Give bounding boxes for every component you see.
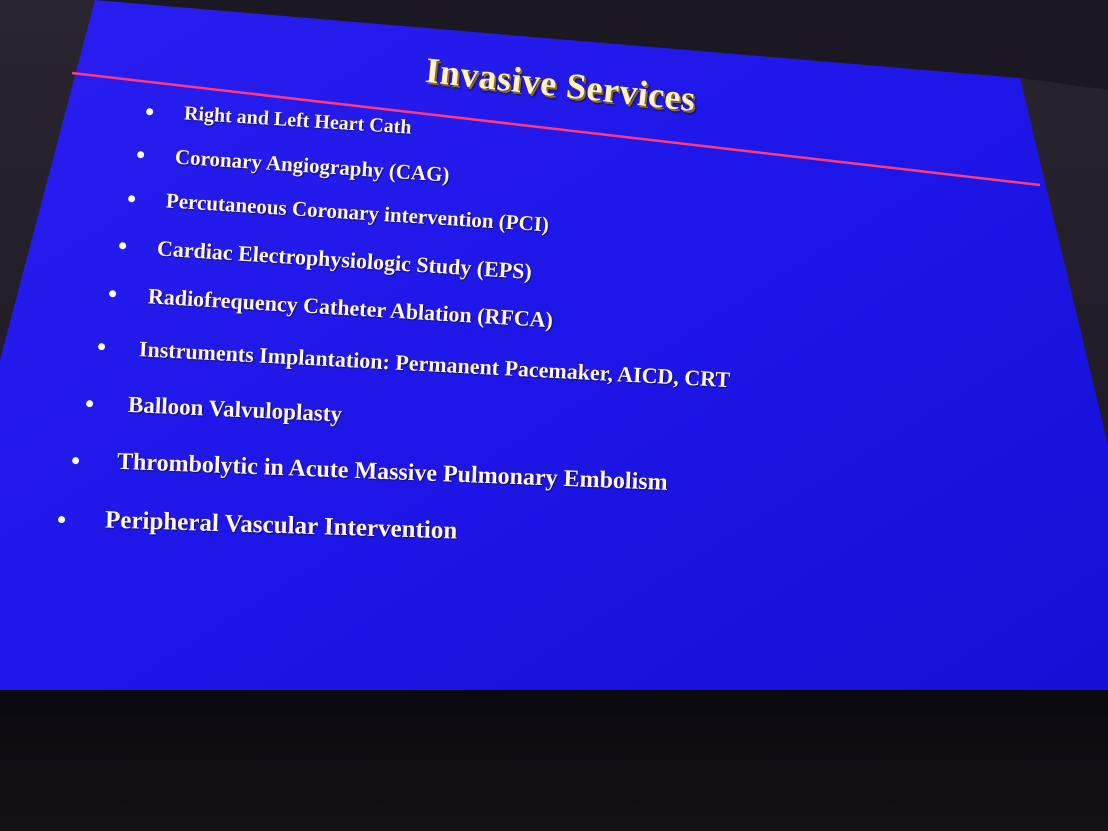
bullet-text: Peripheral Vascular Intervention: [104, 506, 458, 545]
bullet-text: Percutaneous Coronary intervention (PCI): [165, 188, 550, 237]
bullet-item: [85, 390, 343, 427]
bullet-dot-icon: [146, 108, 153, 115]
bullet-text: Cardiac Electrophysiologic Study (EPS): [156, 235, 533, 284]
bullet-item: [71, 447, 669, 496]
bullet-dot-icon: [58, 516, 65, 523]
bullet-text: Balloon Valvuloplasty: [127, 391, 343, 427]
bullet-dot-icon: [72, 457, 79, 464]
bullet-dot-icon: [128, 195, 135, 202]
bullet-item: [97, 334, 731, 393]
bullet-item: [136, 142, 451, 187]
bullet-text: Right and Left Heart Cath: [183, 102, 413, 139]
slide-title: Invasive Services: [423, 49, 698, 120]
bullet-text: Instruments Implantation: Permanent Pacemaker, AICD, CRT: [138, 336, 731, 393]
bullet-text: Thrombolytic in Acute Massive Pulmonary Embolism: [116, 448, 669, 496]
bullet-dot-icon: [109, 290, 116, 297]
bullet-item: [127, 186, 550, 237]
bullet-text: Coronary Angiography (CAG): [174, 144, 451, 187]
bullet-item: [118, 233, 533, 284]
bullet-item: [108, 281, 554, 333]
bullet-item: [57, 505, 458, 545]
bullet-dot-icon: [137, 151, 144, 158]
bullet-dot-icon: [119, 242, 126, 249]
bullet-dot-icon: [86, 400, 93, 407]
bullet-item: [145, 100, 413, 139]
bullet-text: Radiofrequency Catheter Ablation (RFCA): [147, 283, 554, 333]
bullet-dot-icon: [98, 343, 105, 350]
